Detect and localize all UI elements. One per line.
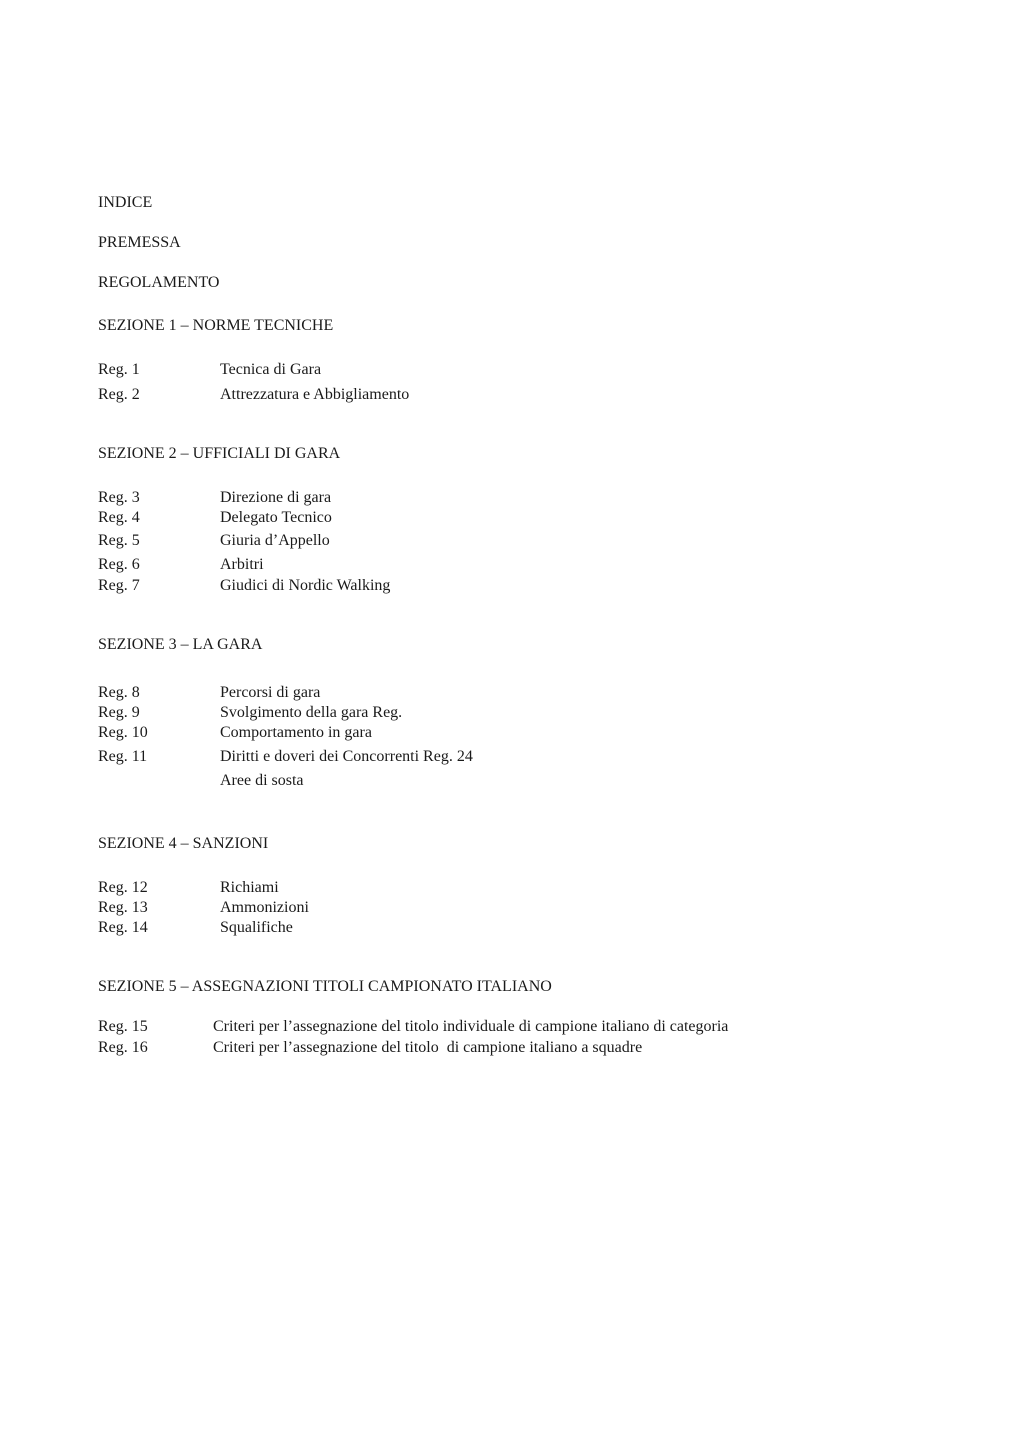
section-1-heading: SEZIONE 1 – NORME TECNICHE [98, 317, 334, 334]
toc-entry-reg: Reg. 8 [98, 684, 140, 701]
toc-entry-reg: Reg. 3 [98, 489, 140, 506]
toc-entry-desc: Richiami [220, 879, 279, 896]
toc-entry-desc: Attrezzatura e Abbigliamento [220, 386, 410, 403]
toc-entry-desc: Svolgimento della gara Reg. [220, 704, 403, 721]
toc-entry-reg: Reg. 4 [98, 509, 140, 526]
toc-entry-desc: Aree di sosta [220, 772, 304, 789]
toc-entry-reg: Reg. 1 [98, 361, 140, 378]
toc-entry-desc: Giudici di Nordic Walking [220, 577, 391, 594]
toc-entry-desc: Ammonizioni [220, 899, 309, 916]
toc-entry-reg: Reg. 14 [98, 919, 148, 936]
toc-entry-reg: Reg. 15 [98, 1018, 148, 1035]
regolamento-heading: REGOLAMENTO [98, 274, 220, 291]
toc-entry-desc: Diritti e doveri dei Concorrenti Reg. 24 [220, 748, 473, 765]
page-title: INDICE [98, 194, 153, 211]
toc-entry-desc: Direzione di gara [220, 489, 332, 506]
toc-entry-desc: Comportamento in gara [220, 724, 372, 741]
section-3-heading: SEZIONE 3 – LA GARA [98, 636, 263, 653]
toc-entry-desc: Giuria d’Appello [220, 532, 330, 549]
premessa-heading: PREMESSA [98, 234, 181, 251]
section-5-heading: SEZIONE 5 – ASSEGNAZIONI TITOLI CAMPIONATO ITALIANO [98, 978, 552, 995]
toc-entry-desc: Arbitri [220, 556, 264, 573]
section-4-heading: SEZIONE 4 – SANZIONI [98, 835, 269, 852]
toc-entry-reg: Reg. 2 [98, 386, 140, 403]
toc-entry-desc: Criteri per l’assegnazione del titolo individuale di campione italiano di categoria [213, 1018, 729, 1035]
toc-entry-reg: Reg. 7 [98, 577, 140, 594]
toc-entry-desc: Percorsi di gara [220, 684, 321, 701]
toc-entry-reg: Reg. 16 [98, 1039, 148, 1056]
toc-entry-desc: Tecnica di Gara [220, 361, 322, 378]
toc-entry-reg: Reg. 11 [98, 748, 148, 765]
toc-entry-reg: Reg. 6 [98, 556, 140, 573]
toc-entry-reg: Reg. 12 [98, 879, 148, 896]
toc-entry-desc: Squalifiche [220, 919, 293, 936]
toc-entry-reg: Reg. 5 [98, 532, 140, 549]
toc-entry-reg: Reg. 10 [98, 724, 148, 741]
toc-entry-desc: Delegato Tecnico [220, 509, 332, 526]
toc-entry-reg: Reg. 13 [98, 899, 148, 916]
section-2-heading: SEZIONE 2 – UFFICIALI DI GARA [98, 445, 341, 462]
toc-entry-reg: Reg. 9 [98, 704, 140, 721]
toc-entry-desc: Criteri per l’assegnazione del titolo di campione italiano a squadre [213, 1039, 643, 1056]
